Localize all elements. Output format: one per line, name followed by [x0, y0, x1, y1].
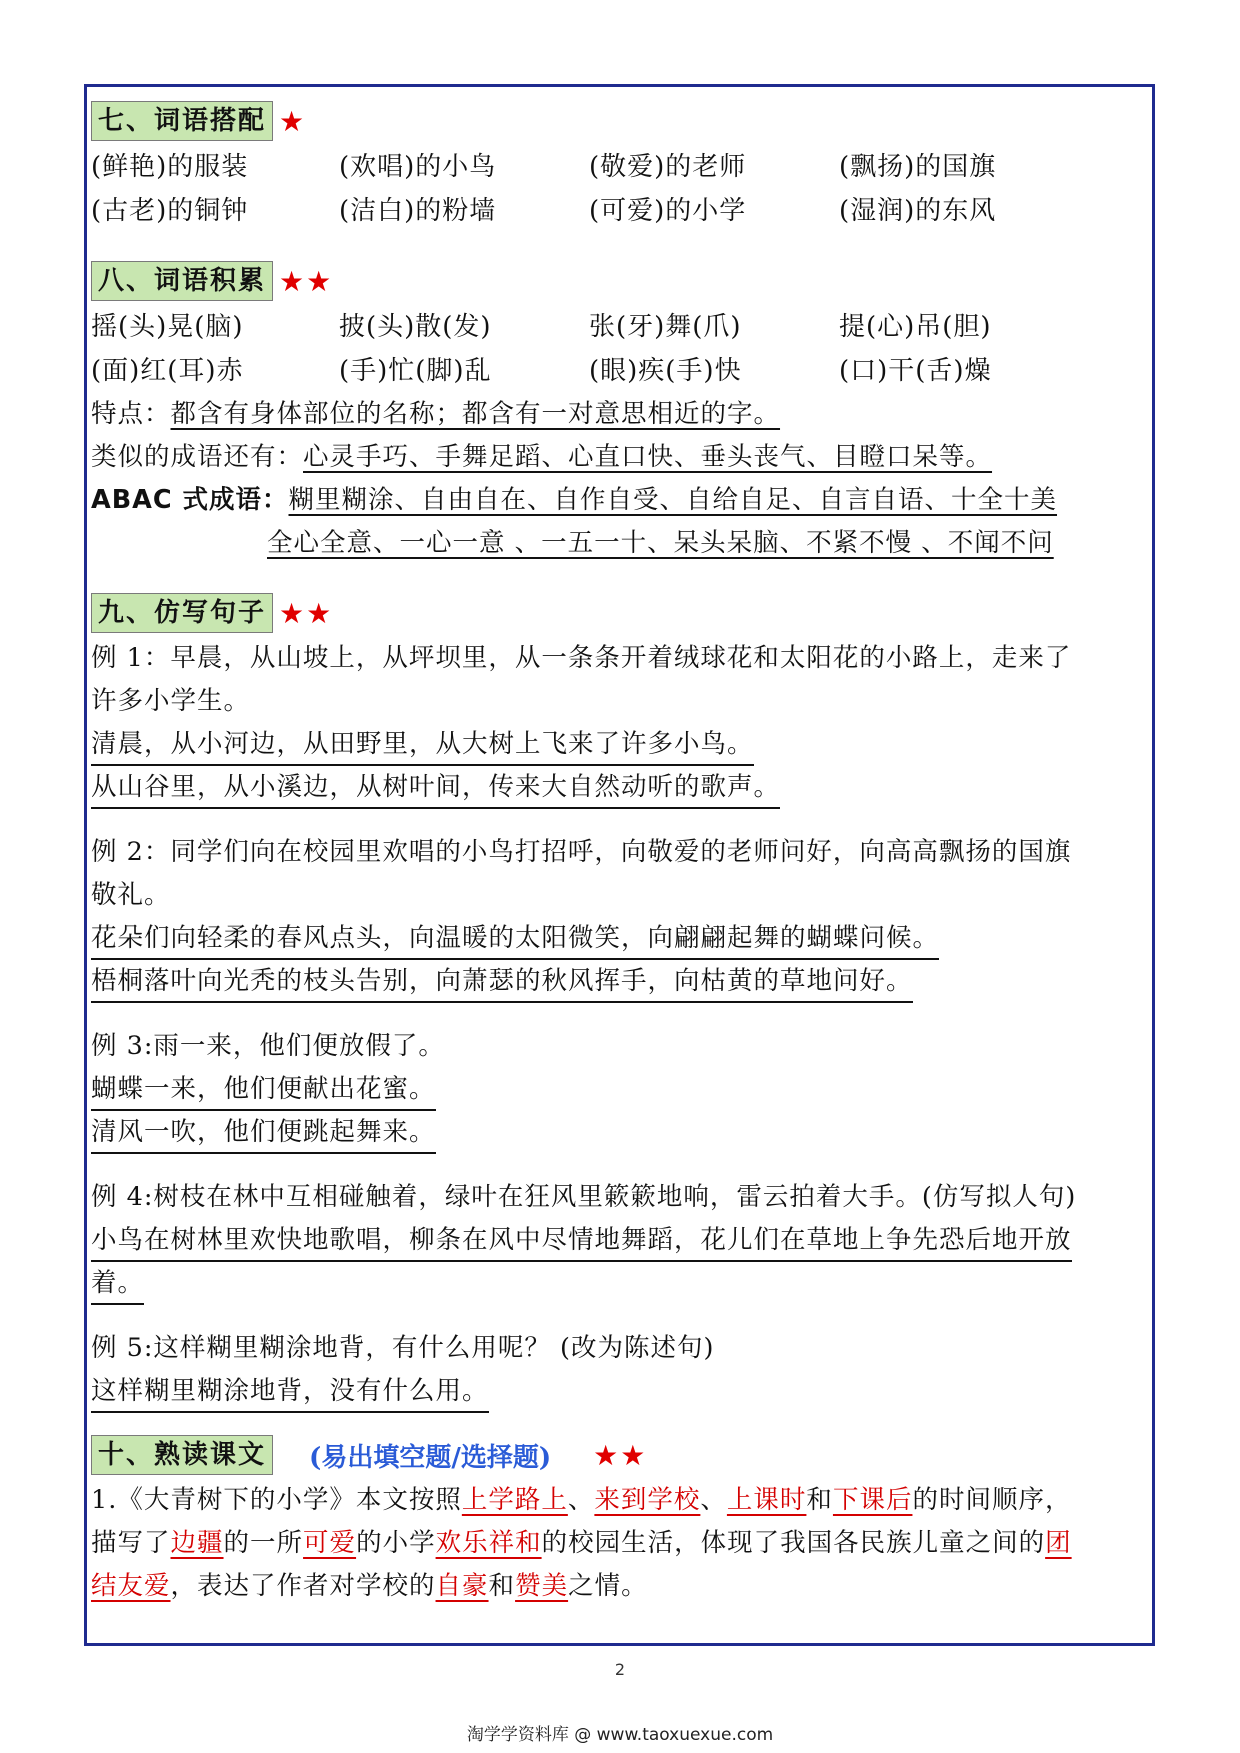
idiom-cell: 张(牙)舞(爪): [589, 312, 742, 342]
paragraph-line: [91, 1479, 1148, 1522]
answer-text: 小鸟在树林里欢快地歌唱，柳条在风中尽情地舞蹈，花儿们在草地上争先恐后地开放: [91, 1220, 1072, 1262]
text: 、: [567, 1485, 595, 1515]
word-cell: (洁白)的粉墙: [339, 196, 497, 226]
feature-label: 特点：: [91, 399, 171, 429]
text: 和: [806, 1485, 833, 1515]
idiom-cell: (面)红(耳)赤: [91, 356, 244, 386]
answer-text: 清风一吹，他们便跳起舞来。: [91, 1112, 436, 1154]
feature-line: [91, 393, 1148, 436]
word-cell: (飘扬)的国旗: [839, 152, 997, 182]
example-text: 许多小学生。: [91, 686, 251, 716]
answer-red: 团: [1045, 1528, 1072, 1558]
abac-text: 糊里糊涂、自由自在、自作自受、自给自足、自言自语、十全十美: [288, 485, 1058, 515]
idiom-cell: (手)忙(脚)乱: [339, 356, 492, 386]
word-row: [91, 145, 1148, 189]
example-text: 例 3:雨一来，他们便放假了。: [91, 1031, 445, 1061]
answer-text: 着。: [91, 1263, 144, 1305]
answer-text: 蝴蝶一来，他们便献出花蜜。: [91, 1069, 436, 1111]
section-header: [91, 99, 1148, 143]
similar-text: 心灵手巧、手舞足蹈、心直口快、垂头丧气、目瞪口呆等。: [303, 442, 993, 472]
answer-text: 从山谷里，从小溪边，从树叶间，传来大自然动听的歌声。: [91, 767, 780, 809]
page-number: 2: [614, 1660, 626, 1679]
answer-red: 边疆: [170, 1528, 224, 1558]
answer-text: 这样糊里糊涂地背，没有什么用。: [91, 1371, 489, 1413]
section-header: [91, 591, 1148, 635]
answer-red: 上学路上: [461, 1485, 568, 1515]
word-cell: (湿润)的东风: [839, 196, 997, 226]
similar-label: 类似的成语还有：: [91, 442, 304, 472]
text: 的一所: [223, 1528, 304, 1558]
abac-line-2: [91, 522, 1148, 565]
answer-red: 下课后: [832, 1485, 913, 1515]
idiom-cell: 披(头)散(发): [339, 312, 492, 342]
section-read-text: [91, 1433, 1148, 1608]
answer-text: 清晨，从小河边，从田野里，从大树上飞来了许多小鸟。: [91, 724, 754, 766]
example-text: 例 1：早晨，从山坡上，从坪坝里，从一条条开着绒球花和太阳花的小路上，走来了: [91, 643, 1072, 673]
word-cell: (敬爱)的老师: [589, 152, 747, 182]
section-header: [91, 259, 1148, 303]
section-title: 九、仿写句子: [91, 593, 273, 633]
text: 之情。: [568, 1571, 648, 1601]
section-title: 七、词语搭配: [91, 101, 273, 141]
word-cell: (欢唱)的小鸟: [339, 152, 497, 182]
text: 和: [488, 1571, 516, 1601]
idiom-cell: 摇(头)晃(脑): [91, 312, 244, 342]
section-word-accumulation: [91, 259, 1148, 565]
answer-red: 赞美: [515, 1571, 569, 1601]
section-word-matching: [91, 99, 1148, 233]
answer-red: 欢乐祥和: [435, 1528, 542, 1558]
text: 描写了: [91, 1528, 171, 1558]
abac-text: 全心全意、一心一意 、一五一十、呆头呆脑、不紧不慢 、不闻不问: [267, 528, 1054, 558]
idiom-row: [91, 349, 1148, 393]
idiom-cell: (眼)疾(手)快: [589, 356, 742, 386]
answer-text: 梧桐落叶向光秃的枝头告别，向萧瑟的秋风挥手，向枯黄的草地问好。: [91, 961, 913, 1003]
example-text: 敬礼。: [91, 880, 171, 910]
section-header: [91, 1433, 1148, 1477]
site-footer: 淘学学资料库 @ www.taoxuexue.com: [466, 1725, 774, 1745]
text: 的时间顺序，: [912, 1485, 1072, 1515]
star-rating: ★★: [279, 596, 334, 630]
answer-red: 上课时: [726, 1485, 807, 1515]
star-rating: ★: [279, 104, 307, 138]
page-frame: [84, 84, 1155, 1646]
answer-red: 结友爱: [91, 1571, 171, 1601]
section-note: (易出填空题/选择题): [309, 1442, 552, 1473]
section-sentence-imitation: [91, 591, 1148, 1413]
feature-text: 都含有身体部位的名称；都含有一对意思相近的字。: [170, 399, 781, 429]
text: 的校园生活，体现了我国各民族儿童之间的: [541, 1528, 1046, 1558]
idiom-cell: 提(心)吊(胆): [839, 312, 992, 342]
text: 的小学: [356, 1528, 436, 1558]
text: ，表达了作者对学校的: [170, 1571, 436, 1601]
star-rating: ★★: [593, 1438, 648, 1472]
abac-line: [91, 479, 1148, 522]
word-cell: (古老)的铜钟: [91, 196, 249, 226]
answer-red: 可爱: [303, 1528, 357, 1558]
answer-red: 自豪: [435, 1571, 489, 1601]
section-title: 八、词语积累: [91, 261, 273, 301]
idiom-row: [91, 305, 1148, 349]
idiom-cell: (口)干(舌)燥: [839, 356, 992, 386]
star-rating: ★★: [279, 264, 334, 298]
example-text: 例 2：同学们向在校园里欢唱的小鸟打招呼，向敬爱的老师问好，向高高飘扬的国旗: [91, 837, 1072, 867]
word-row: [91, 189, 1148, 233]
word-cell: (鲜艳)的服装: [91, 152, 249, 182]
answer-text: 花朵们向轻柔的春风点头，向温暖的太阳微笑，向翩翩起舞的蝴蝶问候。: [91, 918, 939, 960]
word-cell: (可爱)的小学: [589, 196, 747, 226]
abac-label: ABAC 式成语：: [91, 485, 289, 515]
paragraph-line: [91, 1522, 1148, 1565]
answer-red: 来到学校: [594, 1485, 701, 1515]
similar-line: [91, 436, 1148, 479]
text: 、: [700, 1485, 727, 1515]
text: 1.《大青树下的小学》本文按照: [91, 1485, 462, 1515]
example-text: 例 5:这样糊里糊涂地背，有什么用呢？ (改为陈述句): [91, 1333, 715, 1363]
section-title: 十、熟读课文: [91, 1435, 273, 1475]
paragraph-line: [91, 1565, 1148, 1608]
content: [91, 99, 1148, 1634]
example-text: 例 4:树枝在林中互相碰触着，绿叶在狂风里簌簌地响，雷云拍着大手。(仿写拟人句): [91, 1182, 1077, 1212]
